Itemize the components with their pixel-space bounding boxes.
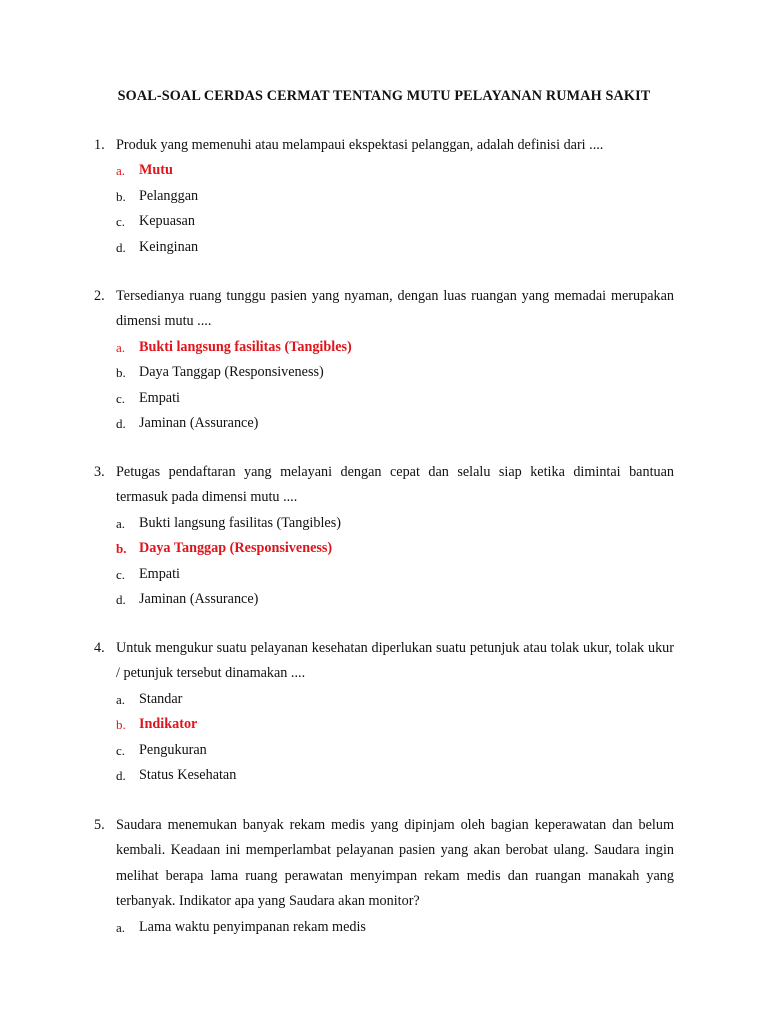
question-text: Petugas pendaftaran yang melayani dengan cepat dan selalu siap ketika dimintai bantuan termasuk pada dimensi mutu ....	[116, 464, 674, 506]
option-c	[94, 738, 674, 763]
option-b-correct	[94, 712, 674, 737]
option-text: Lama waktu penyimpanan rekam medis	[139, 918, 366, 935]
option-letter: d.	[116, 767, 126, 783]
option-d	[94, 763, 674, 788]
question-number: 3.	[94, 464, 105, 480]
option-letter: c.	[116, 742, 126, 758]
option-list	[94, 158, 674, 260]
option-text: Daya Tanggap (Responsiveness)	[139, 540, 333, 557]
option-c	[94, 562, 674, 587]
option-letter: a.	[116, 691, 126, 707]
option-text: Empati	[139, 565, 180, 582]
option-text: Standar	[139, 690, 183, 707]
option-letter: b.	[116, 717, 126, 733]
option-letter: c.	[116, 214, 126, 230]
option-list	[94, 687, 674, 789]
option-list	[94, 335, 674, 437]
option-text: Jaminan (Assurance)	[139, 414, 259, 431]
question-3	[94, 460, 674, 612]
option-c	[94, 386, 674, 411]
option-text: Empati	[139, 389, 180, 406]
option-letter: d.	[116, 239, 126, 255]
option-text: Jaminan (Assurance)	[139, 590, 259, 607]
option-b-correct	[94, 536, 674, 561]
option-text: Pengukuran	[139, 741, 207, 758]
option-a-correct	[94, 158, 674, 183]
option-text: Status Kesehatan	[139, 766, 237, 783]
option-text: Bukti langsung fasilitas (Tangibles)	[139, 514, 341, 531]
option-text: Indikator	[139, 716, 198, 733]
question-5	[94, 813, 674, 940]
option-b	[94, 360, 674, 385]
option-letter: a.	[116, 339, 126, 355]
question-number: 4.	[94, 640, 105, 656]
question-text: Produk yang memenuhi atau melampaui ekspektasi pelanggan, adalah definisi dari ....	[116, 137, 604, 153]
option-d	[94, 235, 674, 260]
option-letter: b.	[116, 188, 126, 204]
option-b	[94, 184, 674, 209]
option-text: Daya Tanggap (Responsiveness)	[139, 364, 324, 381]
option-letter: d.	[116, 415, 126, 431]
option-letter: b.	[116, 541, 127, 557]
option-letter: b.	[116, 365, 126, 381]
option-text: Mutu	[139, 162, 173, 179]
option-text: Keinginan	[139, 238, 199, 255]
option-a	[94, 915, 674, 940]
question-number: 5.	[94, 817, 105, 833]
option-c	[94, 209, 674, 234]
question-number: 1.	[94, 137, 105, 153]
option-d	[94, 587, 674, 612]
question-number: 2.	[94, 288, 105, 304]
question-text: Saudara menemukan banyak rekam medis yang dipinjam oleh bagian keperawatan dan belum kembali. Keadaan ini memperlambat pelayanan pasien yang akan berobat ulang. Saudara ingin melihat berapa lama ruang perawatan menyimpan rekam medis dan ruangan manakah yang terbanyak. Indikator apa yang Saudara akan monitor?	[116, 817, 674, 910]
option-letter: c.	[116, 390, 126, 406]
option-text: Pelanggan	[139, 187, 199, 204]
question-1	[94, 133, 674, 260]
question-2	[94, 284, 674, 436]
option-list	[94, 511, 674, 613]
option-a-correct	[94, 335, 674, 360]
question-text: Tersedianya ruang tunggu pasien yang nyaman, dengan luas ruangan yang memadai merupakan dimensi mutu ....	[116, 288, 674, 330]
option-d	[94, 411, 674, 436]
option-letter: c.	[116, 566, 126, 582]
option-text: Kepuasan	[139, 213, 195, 230]
option-letter: a.	[116, 919, 126, 935]
question-text: Untuk mengukur suatu pelayanan kesehatan diperlukan suatu petunjuk atau tolak ukur, tolak ukur / petunjuk tersebut dinamakan ....	[116, 640, 674, 682]
option-a	[94, 687, 674, 712]
option-a	[94, 511, 674, 536]
question-4	[94, 636, 674, 788]
option-letter: d.	[116, 591, 126, 607]
option-letter: a.	[116, 163, 126, 179]
document-title: SOAL-SOAL CERDAS CERMAT TENTANG MUTU PELAYANAN RUMAH SAKIT	[117, 88, 651, 104]
option-list	[94, 915, 674, 940]
option-letter: a.	[116, 515, 126, 531]
option-text: Bukti langsung fasilitas (Tangibles)	[139, 338, 352, 355]
